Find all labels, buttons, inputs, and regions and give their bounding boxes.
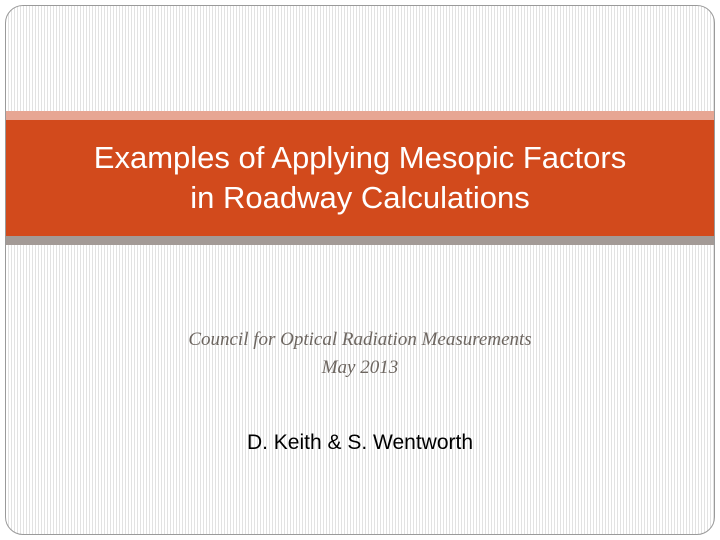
slide-frame: [5, 5, 715, 535]
subtitle-organization: Council for Optical Radiation Measurements: [188, 329, 532, 350]
slide-authors: D. Keith & S. Wentworth: [246, 431, 474, 454]
slide-title-line-2: in Roadway Calculations: [190, 180, 530, 215]
title-accent-band-bottom: [6, 236, 714, 245]
slide-title-line-1: Examples of Applying Mesopic Factors: [93, 140, 627, 175]
subtitle-block: [6, 326, 714, 382]
subtitle-date: May 2013: [321, 357, 399, 378]
title-band: [6, 120, 714, 236]
title-accent-band-top: [6, 111, 714, 120]
